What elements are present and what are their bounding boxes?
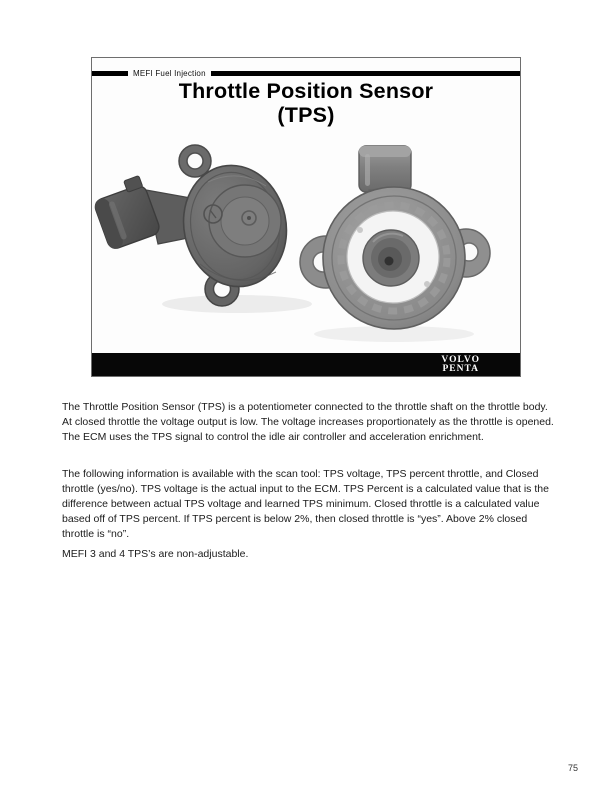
section-header-label: MEFI Fuel Injection: [133, 69, 206, 78]
header-rule-left: [92, 71, 128, 76]
tps-sensor-side-view-photo: [92, 145, 312, 313]
header-rule-right: [211, 71, 520, 76]
tps-sensors-photo: [92, 134, 520, 352]
body-text: [62, 400, 559, 562]
figure-box: [91, 57, 521, 377]
body-paragraph: The following information is available with the scan tool: TPS voltage, TPS percent throttle, and Closed throttle (yes/no). TPS voltage is the actual input to the ECM. TPS Percent is a calculated value that is the difference between actual TPS voltage and learned TPS minimum. Closed throttle is a calculated value based off of TPS percent. If TPS percent is below 2%, then closed throttle is “yes”. Above 2% closed throttle is “no”.: [62, 468, 549, 540]
tps-sensor-rear-view-photo: [300, 146, 490, 342]
page-title-line-2: (TPS): [277, 103, 335, 127]
volvo-penta-logo-line-2: PENTA: [442, 363, 479, 374]
page-title: [92, 79, 520, 127]
body-paragraph: MEFI 3 and 4 TPS’s are non-adjustable.: [62, 548, 249, 560]
body-paragraph: The Throttle Position Sensor (TPS) is a potentiometer connected to the throttle shaft on the throttle body. At closed throttle the voltage output is low. The voltage increases proportionately as the throttle is opened. The ECM uses the TPS signal to control the idle air controller and acceleration enrichment.: [62, 401, 554, 443]
sensor-photo-area: [92, 134, 520, 353]
page-title-line-1: Throttle Position Sensor: [178, 79, 434, 103]
section-header: [92, 69, 520, 78]
page-number: 75: [567, 763, 578, 773]
figure-footer-bar: [92, 353, 520, 376]
volvo-penta-logo-line-1: VOLVO: [441, 355, 480, 365]
volvo-penta-logo: [441, 356, 480, 373]
